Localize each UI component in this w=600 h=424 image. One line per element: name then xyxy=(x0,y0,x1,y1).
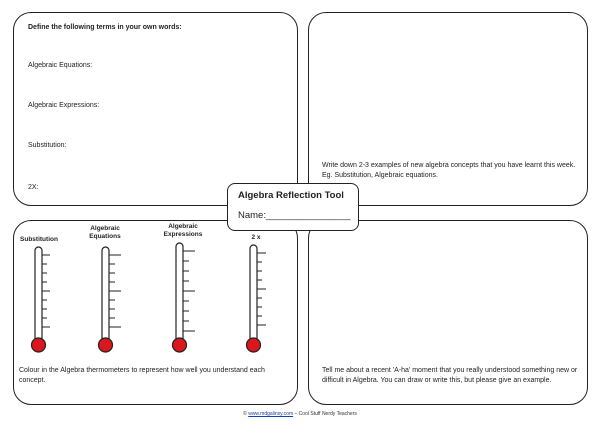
page-title: Algebra Reflection Tool xyxy=(238,190,344,201)
thermo-label-algebraic-equations: Algebraic Equations xyxy=(89,225,121,240)
thermo-label-substitution: Substitution xyxy=(20,236,58,243)
name-field[interactable]: Name:________________ xyxy=(238,210,351,221)
thermometer-algebraic-equations[interactable] xyxy=(99,247,122,352)
concepts-prompt: Write down 2-3 examples of new algebra concepts that you have learnt this week. Eg. Substitution, Algebraic equations. xyxy=(322,162,576,179)
thermo-label-algebraic-expressions: Algebraic Expressions xyxy=(163,223,203,238)
concepts-panel xyxy=(308,12,588,206)
thermometers-panel xyxy=(13,220,298,405)
definitions-panel xyxy=(13,12,298,206)
term-substitution: Substitution: xyxy=(28,142,67,149)
thermo-label-2x: 2 x xyxy=(251,234,261,241)
thermometer-substitution[interactable] xyxy=(32,247,51,352)
term-2x: 2X: xyxy=(28,184,39,191)
thermometer-algebraic-expressions[interactable] xyxy=(173,243,196,352)
thermometer-instruction: Colour in the Algebra thermometers to represent how well you understand each concept. xyxy=(19,367,265,384)
title-box xyxy=(227,183,359,231)
footer-text: – Cool Stuff Nerdy Teachers xyxy=(294,411,357,417)
term-algebraic-equations: Algebraic Equations: xyxy=(28,62,93,69)
copyright-symbol: © xyxy=(243,411,247,417)
definitions-heading: Define the following terms in your own words: xyxy=(28,24,182,31)
term-algebraic-expressions: Algebraic Expressions: xyxy=(28,102,100,109)
aha-moment-panel xyxy=(308,220,588,405)
thermometer-2x[interactable] xyxy=(247,245,267,352)
footer xyxy=(0,411,600,417)
footer-link[interactable]: www.mdgalinsy.com xyxy=(248,411,294,417)
aha-prompt: Tell me about a recent 'A-ha' moment that you really understood something new or difficult in Algebra. You can draw or write this, but please give an example. xyxy=(322,367,578,384)
